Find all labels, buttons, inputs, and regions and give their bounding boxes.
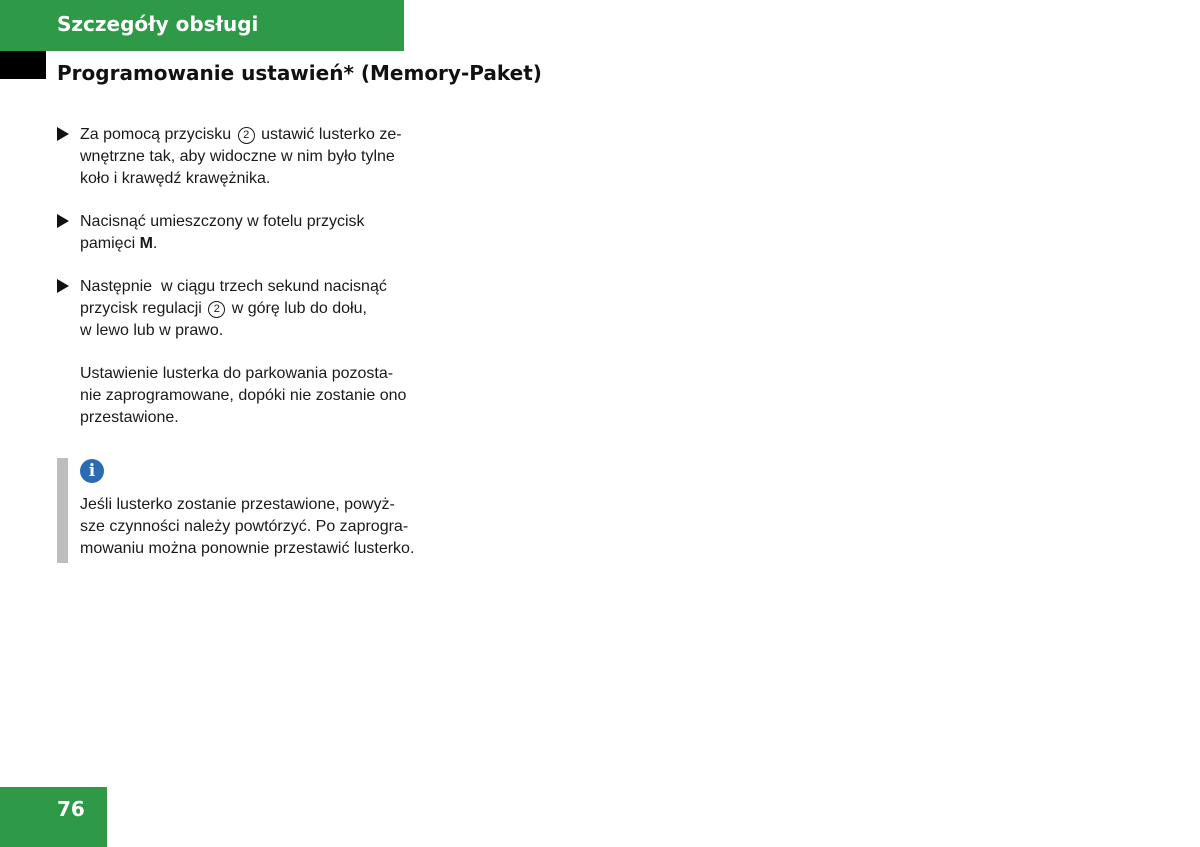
- instruction-step-3: [57, 276, 417, 342]
- page-heading: Programowanie ustawień* (Memory-Paket): [57, 61, 542, 85]
- note-paragraph: [57, 363, 406, 429]
- note-line-3: przestawione.: [80, 409, 179, 426]
- step-2-line-1: Nacisnąć umieszczony w fotelu przycisk: [80, 213, 365, 230]
- bullet-arrow-icon: [57, 279, 69, 293]
- section-title: Szczegóły obsługi: [57, 12, 259, 36]
- section-marker: [0, 51, 46, 79]
- bullet-arrow-icon: [57, 127, 69, 141]
- step-3-line-2: przycisk regulacji 2 w górę lub do dołu,: [80, 300, 367, 317]
- step-2-line-2: pamięci M.: [80, 235, 158, 252]
- info-line-1: Jeśli lusterko zostanie przestawione, powyż-: [80, 496, 395, 513]
- instruction-step-2: [57, 211, 417, 255]
- instruction-step-1: [57, 124, 417, 190]
- note-line-2: nie zaprogramowane, dopóki nie zostanie ono: [80, 387, 407, 404]
- info-line-2: sze czynności należy powtórzyć. Po zaprogra-: [80, 518, 409, 535]
- step-3-line-3: w lewo lub w prawo.: [80, 322, 224, 339]
- step-1-line-3: koło i krawędź krawężnika.: [80, 170, 271, 187]
- button-2-marker: 2: [208, 301, 225, 318]
- info-line-3: mowaniu można ponownie przestawić lusterko.: [80, 540, 415, 557]
- page-number: 76: [57, 797, 85, 821]
- memory-button-label: M: [139, 235, 153, 252]
- info-icon: i: [80, 459, 104, 483]
- button-2-marker: 2: [238, 127, 255, 144]
- page-number-box: [0, 787, 107, 847]
- info-text: [57, 494, 414, 560]
- bullet-arrow-icon: [57, 214, 69, 228]
- step-3-line-1: Następnie w ciągu trzech sekund nacisnąć: [80, 278, 387, 295]
- step-1-line-1: Za pomocą przycisku 2 ustawić lusterko ze-: [80, 126, 402, 143]
- step-1-line-2: wnętrzne tak, aby widoczne w nim było tylne: [80, 148, 395, 165]
- note-line-1: Ustawienie lusterka do parkowania pozosta-: [80, 365, 394, 382]
